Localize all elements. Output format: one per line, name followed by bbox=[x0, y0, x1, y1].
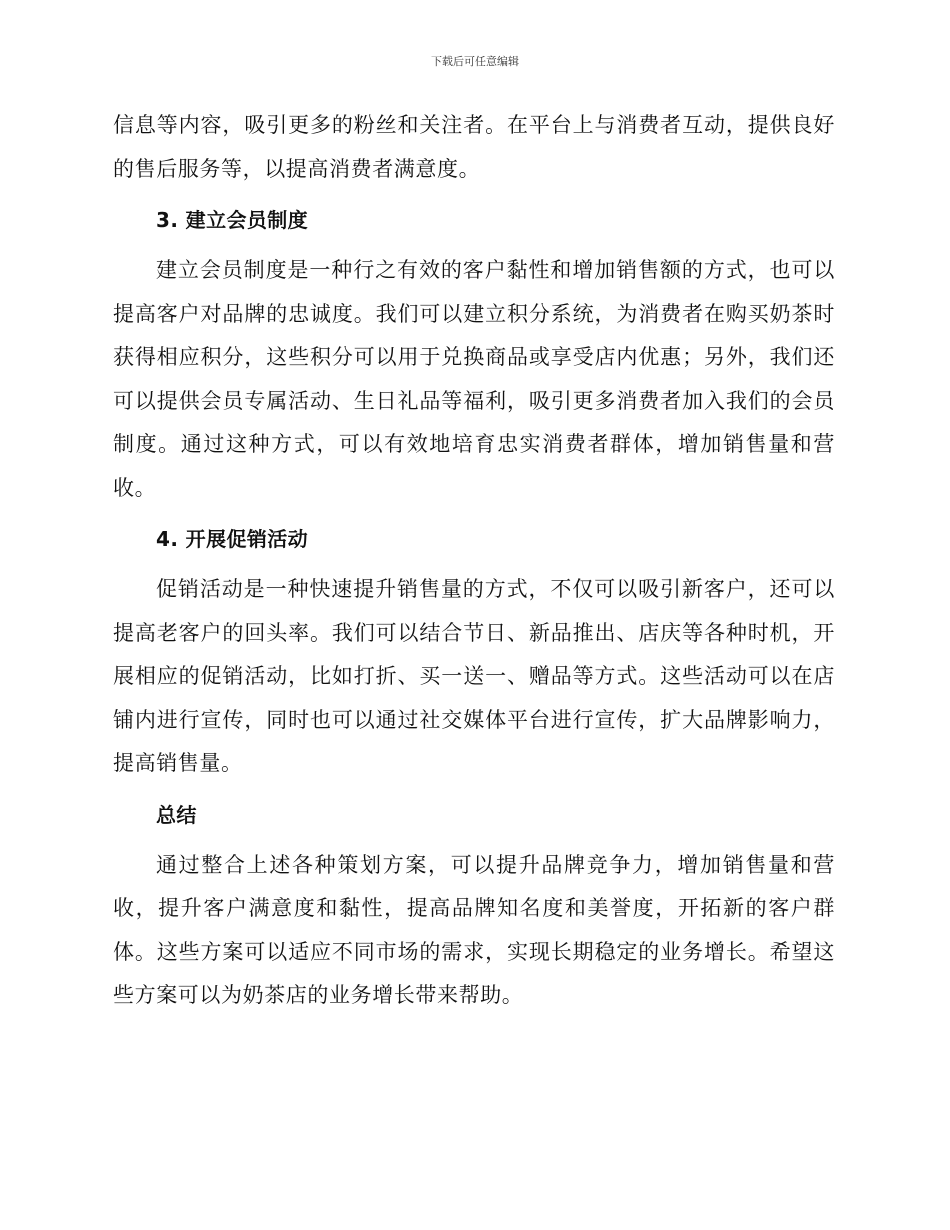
page-header-note: 下载后可任意编辑 bbox=[431, 55, 519, 68]
section-4-heading: 4. 开展促销活动 bbox=[156, 527, 309, 551]
summary-heading: 总结 bbox=[156, 802, 197, 827]
section-3-paragraph: 建立会员制度是一种行之有效的客户黏性和增加销售额的方式，也可以提高客户对品牌的忠诚度。我们可以建立积分系统，为消费者在购买奶茶时获得相应积分，这些积分可以用于兑换商品或享受店内优惠；另外，我们还可以提供会员专属活动、生日礼品等福利，吸引更多消费者加入我们的会员制度。通过这种方式，可以有效地培育忠实消费者群体，增加销售量和营收。 bbox=[113, 258, 835, 500]
document-body bbox=[113, 104, 835, 1018]
summary-paragraph: 通过整合上述各种策划方案，可以提升品牌竞争力，增加销售量和营收，提升客户满意度和黏性，提高品牌知名度和美誉度，开拓新的客户群体。这些方案可以适应不同市场的需求，实现长期稳定的业务增长。希望这些方案可以为奶茶店的业务增长带来帮助。 bbox=[113, 852, 835, 1007]
intro-paragraph: 信息等内容，吸引更多的粉丝和关注者。在平台上与消费者互动，提供良好的售后服务等，以提高消费者满意度。 bbox=[113, 113, 835, 181]
section-4-paragraph: 促销活动是一种快速提升销售量的方式，不仅可以吸引新客户，还可以提高老客户的回头率。我们可以结合节日、新品推出、店庆等各种时机，开展相应的促销活动，比如打折、买一送一、赠品等方式。这些活动可以在店铺内进行宣传，同时也可以通过社交媒体平台进行宣传，扩大品牌影响力，提高销售量。 bbox=[113, 577, 835, 775]
section-3-heading: 3. 建立会员制度 bbox=[156, 208, 309, 232]
